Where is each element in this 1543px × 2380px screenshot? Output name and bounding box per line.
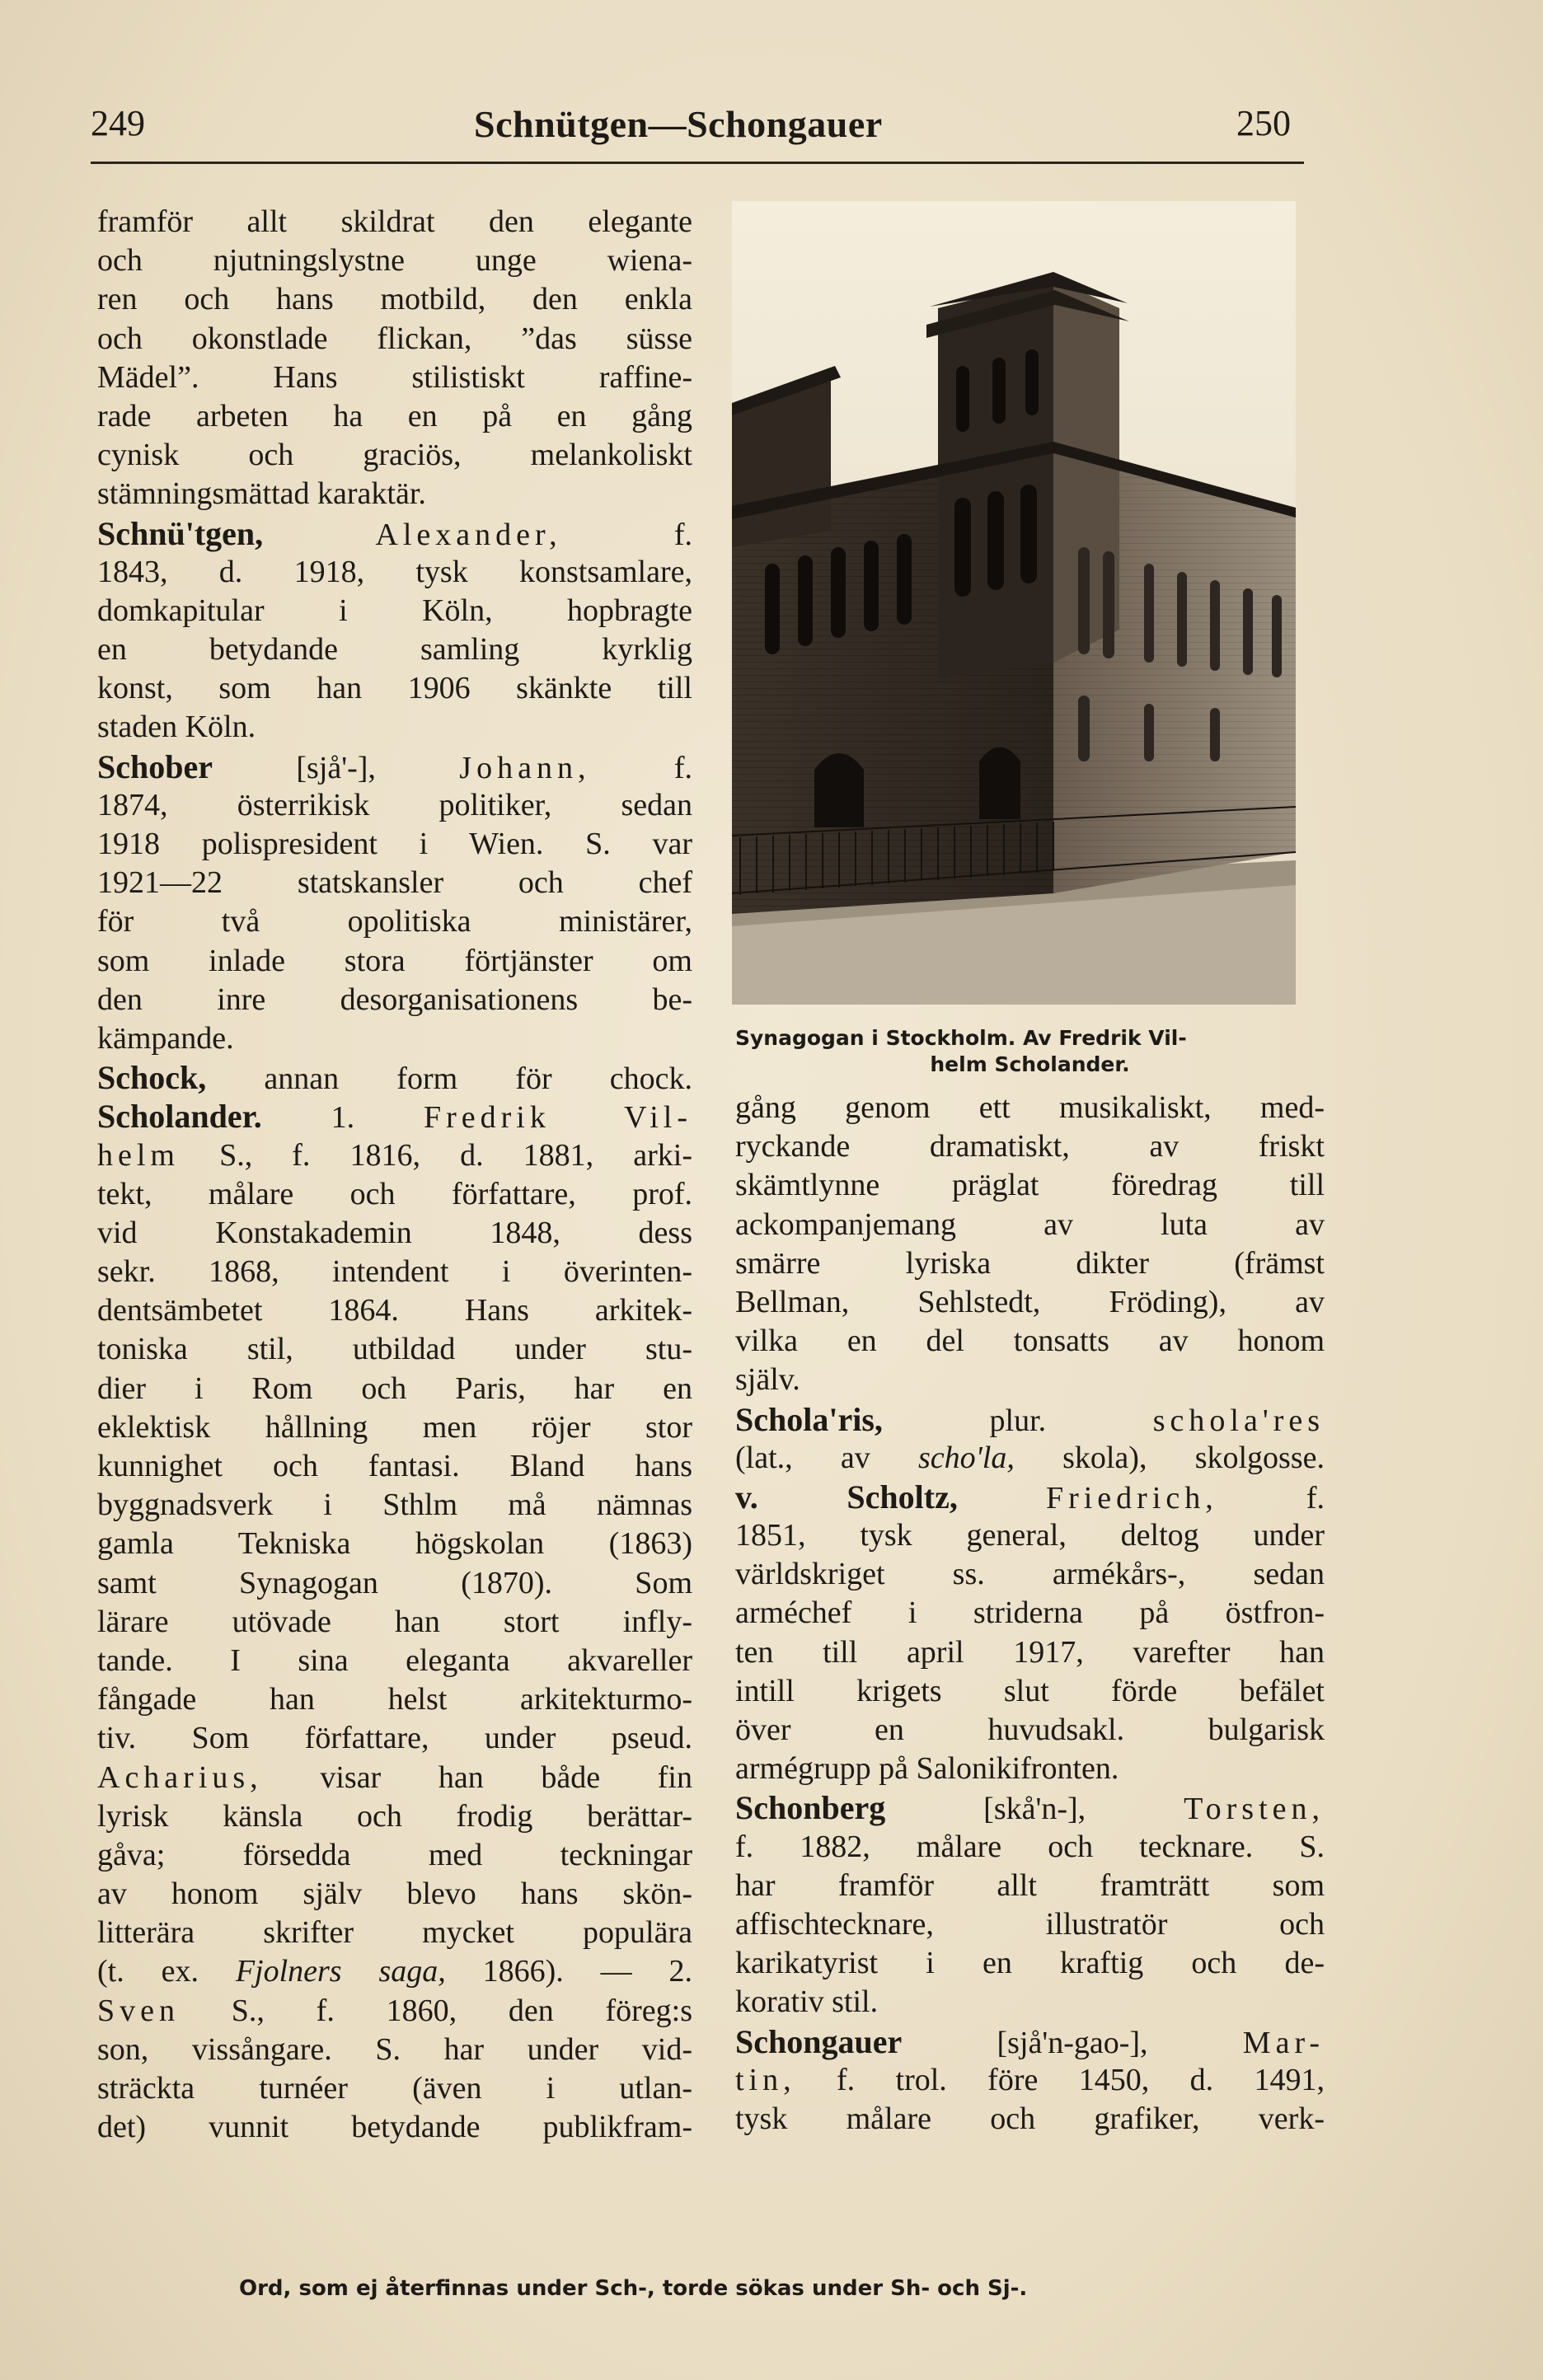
text-run: Johann, — [459, 750, 591, 785]
text-run: vilka en del tonsatts av honom — [735, 1324, 1325, 1359]
text-run: 1866). — 2. — [445, 1954, 693, 1989]
text-run: skämtlynne präglat föredrag till — [735, 1168, 1325, 1203]
text-run: lärare utövade han stort infly- — [97, 1604, 692, 1639]
text-line — [735, 1361, 1325, 1399]
text-line — [97, 1291, 692, 1330]
text-line — [97, 1836, 692, 1875]
text-run: (t. ex. — [97, 1954, 236, 1989]
text-line — [97, 1680, 692, 1719]
text-line — [97, 203, 692, 241]
text-run: den inre desorganisationens be- — [97, 982, 692, 1017]
text-run: Fredrik Vil- — [424, 1100, 693, 1136]
text-line — [97, 630, 692, 669]
text-run: f. — [561, 517, 692, 552]
text-run: armégrupp på Salonikifronten. — [735, 1751, 1119, 1787]
text-run: eklektisk hållning men röjer stor — [97, 1409, 692, 1445]
text-run — [263, 518, 375, 552]
text-run: f. trol. före 1450, d. 1491, — [795, 2062, 1325, 2097]
text-run: samt Synagogan (1870). Som — [97, 1565, 692, 1600]
text-line — [97, 1486, 692, 1525]
text-line — [97, 280, 692, 319]
text-run: [sjå'n-gao-], — [902, 2025, 1243, 2060]
text-run: ren och hans motbild, den enkla — [97, 282, 692, 317]
text-line — [735, 1244, 1325, 1283]
text-line — [735, 1944, 1325, 1983]
text-run: rade arbeten ha en på en gång — [97, 398, 692, 433]
text-run: affischtecknare, illustratör och — [735, 1906, 1325, 1942]
text-run: arméchef i striderna på östfron- — [735, 1595, 1325, 1631]
text-run: det) vunnit betydande publikfram- — [97, 2110, 692, 2145]
text-line — [97, 592, 692, 630]
text-run: tin, — [735, 2062, 796, 2097]
text-line — [735, 1089, 1325, 1127]
text-run: tande. I sina eleganta akvareller — [97, 1642, 692, 1678]
text-run: domkapitular i Köln, hopbragte — [97, 593, 692, 628]
text-line — [97, 1759, 692, 1797]
text-line — [97, 475, 692, 513]
text-run: av honom själv blevo hans skön- — [97, 1876, 692, 1912]
text-run: tiv. Som författare, under pseud. — [97, 1721, 692, 1756]
entry-headword: Scholander. — [97, 1098, 262, 1136]
text-line — [97, 1447, 692, 1486]
text-line — [735, 1166, 1325, 1205]
text-line — [97, 1408, 692, 1447]
text-run: 1. — [261, 1100, 424, 1136]
text-line — [97, 397, 692, 436]
text-run: korativ stil. — [735, 1984, 879, 2020]
text-run: över en huvudsakl. bulgarisk — [735, 1712, 1325, 1747]
text-line — [97, 1330, 692, 1369]
text-run: vid Konstakademin 1848, dess — [97, 1215, 692, 1250]
text-line — [97, 1914, 692, 1952]
text-line — [97, 1175, 692, 1214]
text-line — [97, 1952, 692, 1991]
text-line — [97, 1019, 692, 1058]
text-run: och okonstlade flickan, ”das süsse — [97, 321, 692, 356]
text-line — [97, 1136, 692, 1175]
text-run: cynisk och graciös, melankoliskt — [97, 438, 692, 473]
text-line — [735, 1283, 1325, 1322]
text-line — [97, 1214, 692, 1253]
text-run: som inlade stora förtjänster om — [97, 943, 692, 978]
text-line — [97, 2108, 692, 2147]
text-line — [97, 708, 692, 747]
text-line — [97, 1253, 692, 1291]
text-line — [735, 1206, 1325, 1244]
text-run: staden Köln. — [97, 710, 256, 745]
text-run — [958, 1481, 1046, 1516]
text-line — [97, 436, 692, 475]
text-run: dier i Rom och Paris, har en — [97, 1370, 692, 1406]
entry-headword: Schonberg — [735, 1789, 886, 1827]
text-line — [97, 1797, 692, 1836]
running-head: Schnütgen—Schongauer — [474, 103, 883, 145]
text-run: gamla Tekniska högskolan (1863) — [97, 1526, 692, 1562]
text-line — [97, 1564, 692, 1603]
text-line — [735, 1478, 1325, 1516]
text-run: gång genom ett musikaliskt, med- — [735, 1090, 1325, 1125]
text-line — [97, 942, 692, 981]
text-line — [735, 1516, 1325, 1555]
left-text-column — [97, 203, 692, 2147]
text-run: Fjolners saga, — [235, 1954, 446, 1989]
text-line — [735, 1322, 1325, 1361]
text-run: intill krigets slut förde befälet — [735, 1673, 1325, 1708]
text-line — [97, 2031, 692, 2069]
text-line — [735, 1788, 1325, 1827]
page-number-left: 249 — [91, 103, 145, 143]
entry-headword: Schober — [97, 747, 213, 785]
text-run: sekr. 1868, intendent i överinten- — [97, 1254, 692, 1290]
text-line — [735, 1555, 1325, 1594]
text-line — [97, 1058, 692, 1097]
text-line — [97, 825, 692, 864]
text-run: ryckande dramatiskt, av friskt — [735, 1129, 1325, 1164]
text-line — [735, 1594, 1325, 1633]
text-line — [735, 1750, 1325, 1788]
caption-line-1: Synagogan i Stockholm. Av Fredrik Vil- — [735, 1026, 1187, 1050]
text-run: Bellman, Sehlstedt, Fröding), av — [735, 1284, 1325, 1319]
caption-line-2: helm Scholander. — [930, 1052, 1130, 1076]
text-line — [735, 1127, 1325, 1166]
text-line — [97, 358, 692, 397]
text-run: f. — [1217, 1480, 1325, 1516]
text-run: har framför allt framträtt som — [735, 1867, 1325, 1903]
entry-headword: Schnü'tgen, — [97, 514, 264, 552]
text-run: tekt, målare och författare, prof. — [97, 1176, 692, 1211]
text-line — [97, 1370, 692, 1408]
text-line — [735, 1633, 1325, 1672]
text-line — [97, 669, 692, 708]
text-run: själv. — [735, 1362, 800, 1398]
text-run: Sven — [97, 1993, 180, 2028]
figure-caption — [735, 1025, 1325, 1078]
text-run: [sjå'-], — [213, 750, 460, 785]
text-run: stämningsmättad karaktär. — [97, 476, 426, 512]
text-run: [skå'n-], — [885, 1792, 1184, 1827]
footer-note: Ord, som ej återfinnas under Sch-, torde sökas under Sh- och Sj-. — [239, 2276, 1028, 2301]
entry-headword: Schongauer — [735, 2022, 903, 2060]
text-run: f. 1882, målare och tecknare. S. — [735, 1829, 1325, 1864]
text-run: f. — [590, 750, 692, 785]
text-line — [735, 1905, 1325, 1944]
text-line — [97, 981, 692, 1019]
header-rule — [91, 162, 1304, 164]
text-line — [97, 1992, 692, 2031]
text-run: 1843, d. 1918, tysk konstsamlare, — [97, 554, 692, 589]
text-run: toniska stil, utbildad under stu- — [97, 1332, 692, 1367]
text-run: 1851, tysk general, deltog under — [735, 1518, 1325, 1553]
text-run: S., f. 1816, d. 1881, arki- — [179, 1137, 692, 1173]
text-run: schola'res — [1152, 1403, 1325, 1438]
page-number-right: 250 — [1236, 103, 1291, 143]
text-line — [97, 1875, 692, 1914]
right-text-column — [735, 1089, 1325, 2139]
text-run: karikatyrist i en kraftig och de- — [735, 1946, 1325, 1981]
text-run: Acharius, — [97, 1759, 263, 1795]
text-run: Alexander, — [375, 517, 562, 552]
text-run: gåva; försedda med teckningar — [97, 1837, 692, 1872]
text-line — [97, 320, 692, 358]
text-line — [735, 1711, 1325, 1750]
text-run: skola), skolgosse. — [1014, 1440, 1325, 1475]
entry-headword: v. Scholtz, — [735, 1478, 958, 1516]
text-run: och njutningslystne unge wiena- — [97, 243, 692, 279]
text-run: helm — [97, 1137, 180, 1173]
text-run: scho'la, — [918, 1440, 1015, 1475]
text-run: Mädel”. Hans stilistiskt raffine- — [97, 359, 692, 395]
text-run: byggnadsverk i Sthlm må nämnas — [97, 1488, 692, 1523]
text-run: för två opolitiska ministärer, — [97, 904, 692, 939]
text-run: tysk målare och grafiker, verk- — [735, 2101, 1325, 2136]
text-run: en betydande samling kyrklig — [97, 632, 692, 668]
text-line — [735, 2100, 1325, 2139]
text-line — [735, 1867, 1325, 1905]
text-line — [97, 1525, 692, 1563]
text-run: 1921—22 statskansler och chef — [97, 865, 692, 901]
text-run: annan form för chock. — [206, 1061, 692, 1097]
text-run: plur. — [882, 1403, 1153, 1438]
entry-headword: Schock, — [97, 1059, 207, 1097]
text-run: världskriget ss. armékårs-, sedan — [735, 1557, 1325, 1592]
text-line — [97, 1719, 692, 1758]
text-run: kunnighet och fantasi. Bland hans — [97, 1449, 692, 1483]
text-line — [97, 786, 692, 825]
text-line — [97, 241, 692, 280]
text-run: Mar- — [1242, 2025, 1325, 2060]
text-line — [97, 902, 692, 941]
text-line — [97, 514, 692, 553]
text-line — [97, 1603, 692, 1642]
text-line — [97, 1097, 692, 1136]
text-line — [735, 1828, 1325, 1867]
text-line — [735, 2022, 1325, 2061]
text-run: framför allt skildrat den elegante — [97, 204, 692, 239]
text-line — [735, 2061, 1325, 2100]
text-run: fångade han helst arkitekturmo- — [97, 1682, 692, 1717]
text-run: S., f. 1860, den föreg:s — [180, 1993, 692, 2028]
text-line — [97, 747, 692, 786]
text-run: ten till april 1917, varefter han — [735, 1634, 1325, 1670]
text-line — [735, 1672, 1325, 1711]
text-run: smärre lyriska dikter (främst — [735, 1245, 1325, 1281]
text-run: visar han både fin — [262, 1759, 692, 1795]
text-run: lyrisk känsla och frodig berättar- — [97, 1798, 692, 1834]
text-run: Torsten, — [1184, 1792, 1325, 1827]
text-run: kämpande. — [97, 1020, 234, 1056]
synagogue-photo — [732, 201, 1296, 1005]
text-line — [735, 1983, 1325, 2022]
text-run: son, vissångare. S. har under vid- — [97, 2031, 692, 2067]
text-line — [735, 1439, 1325, 1478]
text-line — [97, 1642, 692, 1680]
text-run: konst, som han 1906 skänkte till — [97, 671, 692, 706]
text-run: dentsämbetet 1864. Hans arkitek- — [97, 1293, 692, 1328]
text-run: sträckta turnéer (även i utlan- — [97, 2071, 692, 2106]
text-run: 1874, österrikisk politiker, sedan — [97, 787, 692, 822]
text-run: ackompanjemang av luta av — [735, 1206, 1325, 1242]
text-run: Friedrich, — [1045, 1480, 1218, 1516]
text-run: 1918 polispresident i Wien. S. var — [97, 827, 692, 861]
text-run: litterära skrifter mycket populära — [97, 1915, 692, 1951]
text-line — [735, 1400, 1325, 1439]
text-line — [97, 864, 692, 902]
text-run: (lat., av — [735, 1440, 918, 1475]
text-line — [97, 553, 692, 592]
text-line — [97, 2069, 692, 2108]
entry-headword: Schola'ris, — [735, 1400, 883, 1438]
